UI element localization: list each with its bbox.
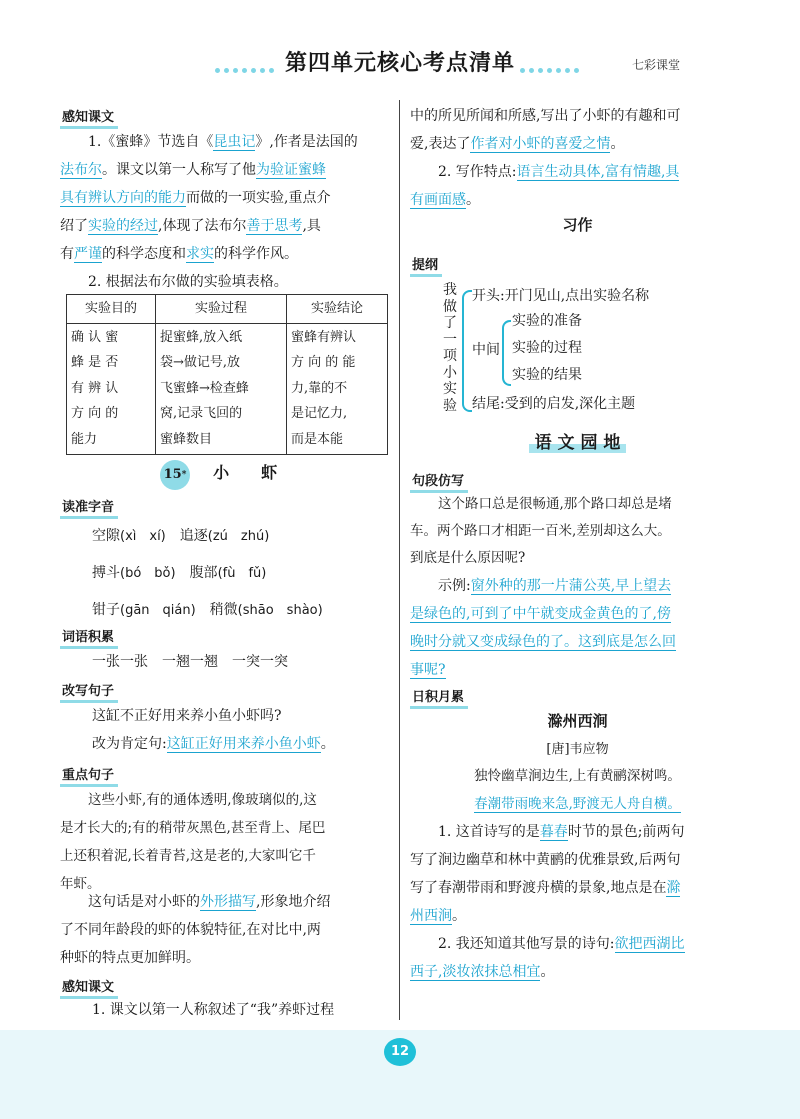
- text-line: [410, 656, 745, 684]
- pron-word: 搏斗: [92, 565, 120, 581]
- text-line: 具有辨认方向的能力而做的一项实验,重点介: [60, 190, 331, 206]
- text-line: 是记忆力,: [291, 406, 348, 422]
- text-line: 上还积着泥,长着青苔,这是老的,大家叫它千: [60, 848, 316, 864]
- text-line: 了不同年龄段的虾的体貌特征,在对比中,两: [60, 922, 321, 938]
- imitate-text: [410, 491, 745, 572]
- pron-word: 腹部: [189, 565, 218, 581]
- text-line: 袋→做记号,放: [160, 355, 241, 371]
- outline-end: 结尾:受到的启发,深化主题: [472, 396, 636, 412]
- example-text: [410, 572, 745, 684]
- answer-text: 滁: [666, 880, 681, 896]
- lesson-title: 小 虾: [213, 463, 278, 482]
- text-line: 有画面感。: [410, 192, 480, 208]
- text-line: 1.《蜜蜂》节选自《昆虫记》,作者是法国的: [88, 134, 358, 150]
- pron-options: (zú zhú): [207, 529, 270, 544]
- table-header: 实验目的: [67, 295, 156, 324]
- answer-text: 晚时分就又变成绿色的了。这到底是怎么回: [410, 634, 676, 650]
- text-line: 是才长大的;有的稍带灰黑色,甚至背上、尾巴: [60, 820, 326, 836]
- writing-title: 习作: [562, 216, 593, 234]
- text-line: 2. 根据法布尔做的实验填表格。: [88, 274, 288, 290]
- answer-text: 是绿色的,可到了中午就变成金黄色的了,傍: [410, 606, 671, 622]
- section-heading: 改写句子: [60, 680, 118, 703]
- poem-line-1: 独怜幽草涧边生,上有黄鹂深树鸣。: [474, 768, 681, 784]
- text-line: 这个路口总是很畅通,那个路口却总是堵: [438, 496, 672, 512]
- section-heading: 词语积累: [60, 626, 118, 649]
- section-heading: 日积月累: [410, 686, 468, 709]
- poem-line-2: 春潮带雨晚来急,野渡无人舟自横。: [474, 796, 681, 812]
- poem-title: 滁州西涧: [547, 712, 608, 730]
- poem-author: [唐]韦应物: [546, 742, 609, 757]
- answer-text: 暮春: [539, 824, 568, 840]
- key-sentence: [60, 786, 395, 898]
- text-line: 法布尔。课文以第一人称写了他为验证蜜蜂: [60, 162, 326, 178]
- text-line: 车。两个路口才相距一百米,差别却这么大。: [410, 523, 671, 539]
- s2-line: 1. 课文以第一人称叙述了“我”养虾过程: [92, 1002, 335, 1018]
- pron-word: 空隙: [92, 528, 120, 544]
- answer-text: 严谨: [74, 246, 102, 262]
- garden-title-wrap: [410, 428, 745, 453]
- text-line: 绍了实验的经过,体现了法布尔善于思考,具: [60, 218, 321, 234]
- text-line: 捉蜜蜂,放入纸: [160, 329, 243, 345]
- table-cell-process: [156, 323, 287, 454]
- answer-text: 为验证蜜蜂: [256, 162, 326, 178]
- section-heading: 重点句子: [60, 764, 118, 787]
- pronunciation-list: [92, 518, 397, 629]
- text-line: 窝,记录飞回的: [160, 406, 243, 422]
- section-heading: 句段仿写: [410, 470, 468, 493]
- answer-text: 法布尔: [60, 162, 102, 178]
- pronunciation-row: [92, 592, 397, 629]
- text-line: 方 向 的: [71, 406, 119, 422]
- text-line: 到底是什么原因呢?: [410, 550, 526, 566]
- outline-sub-brace: [502, 320, 511, 386]
- rewrite-question: 这缸不正好用来养小鱼小虾吗?: [92, 708, 282, 724]
- answer-text: 外形描写: [200, 894, 256, 910]
- pron-options: (gān qián): [120, 603, 196, 618]
- answer-text: 欲把西湖比: [614, 936, 685, 952]
- text-line: [410, 600, 745, 628]
- header-dots-right: [520, 58, 583, 66]
- text-line: [410, 628, 745, 656]
- outline-brace: [462, 290, 472, 412]
- text-line: 蜂 是 否: [71, 355, 119, 371]
- pron-options: (fù fǔ): [217, 566, 267, 581]
- poem-line-2-wrap: [410, 792, 745, 812]
- table-cell-purpose: [67, 323, 156, 454]
- answer-text: 实验的经过: [88, 218, 158, 234]
- section-heading: 提纲: [410, 254, 442, 277]
- outline-root: 我 做 了 一 项 小 实 验: [443, 282, 457, 414]
- pronunciation-row: [92, 555, 397, 592]
- text-line: 示例:窗外种的那一片蒲公英,早上望去: [438, 578, 672, 594]
- pron-options: (shāo shào): [237, 603, 323, 618]
- text-line: 爱,表达了作者对小虾的喜爱之情。: [410, 136, 625, 152]
- text-line: 州西涧。: [410, 908, 466, 924]
- pron-word: 追逐: [179, 528, 208, 544]
- brand-label: 七彩课堂: [632, 58, 681, 72]
- text-line: 方 向 的 能: [291, 355, 356, 371]
- text-line: 蜜蜂有辨认: [291, 329, 357, 345]
- right-top-paragraph: [410, 102, 745, 214]
- header-dots-left: [215, 58, 278, 66]
- section-heading: 感知课文: [60, 976, 118, 999]
- column-divider: [399, 100, 400, 1020]
- text-line: 蜜蜂数目: [160, 431, 213, 447]
- answer-text: 昆虫记: [213, 134, 256, 150]
- text-line: 这些小虾,有的通体透明,像玻璃似的,这: [88, 792, 317, 808]
- answer-text: 有画面感: [410, 192, 466, 208]
- table-header: 实验过程: [156, 295, 287, 324]
- pronunciation-row: [92, 518, 397, 555]
- text-line: 能力: [71, 431, 98, 447]
- outline-middle-label: 中间: [472, 342, 500, 358]
- answer-text: 州西涧: [410, 908, 452, 924]
- pron-options: (bó bǒ): [120, 566, 176, 581]
- answer-text: 作者对小虾的喜爱之情: [470, 136, 611, 152]
- answer-text: 善于思考: [246, 218, 303, 234]
- vocab-line: 一张一张 一翘一翘 一突一突: [92, 654, 288, 670]
- rewrite-answer-line: 改为肯定句:这缸正好用来养小鱼小虾。: [92, 736, 335, 752]
- text-line: 1. 这首诗写的是暮春时节的景色;前两句: [438, 824, 685, 840]
- answer-text: 求实: [186, 246, 214, 262]
- text-line: 中的所见所闻和所感,写出了小虾的有趣和可: [410, 108, 681, 124]
- text-line: 年虾。: [60, 876, 101, 892]
- text-line: 种虾的特点更加鲜明。: [60, 950, 200, 966]
- key-note: [60, 888, 395, 972]
- table-cell-conclusion: [287, 323, 388, 454]
- experiment-table: [66, 294, 388, 455]
- answer-text: 具有辨认方向的能力: [60, 190, 186, 206]
- text-line: 有 辨 认: [71, 380, 119, 396]
- page-title: 第四单元核心考点清单: [284, 51, 515, 76]
- text-line: 有严谨的科学态度和求实的科学作风。: [60, 246, 298, 262]
- answer-text: 语言生动具体,富有情趣,具: [516, 164, 680, 180]
- lesson-number: 15*: [160, 460, 190, 490]
- garden-title: 语 文 园 地: [529, 433, 627, 453]
- s1-paragraph: [60, 128, 395, 296]
- text-line: 而是本能: [291, 431, 344, 447]
- outline-start: 开头:开门见山,点出实验名称: [472, 288, 650, 304]
- pron-word: 稍微: [209, 602, 238, 618]
- outline-middle-items: 实验的准备 实验的过程 实验的结果: [512, 313, 582, 383]
- page-number: 12: [384, 1038, 416, 1066]
- section-heading: 读准字音: [60, 496, 118, 519]
- text-line: 这句话是对小虾的外形描写,形象地介绍: [88, 894, 331, 910]
- text-line: 写了春潮带雨和野渡舟横的景象,地点是在滁: [410, 880, 681, 896]
- answer-text: 西子,淡妆浓抹总相宜: [410, 964, 541, 980]
- rewrite-answer: 这缸正好用来养小鱼小虾: [166, 736, 321, 752]
- text-line: 飞蜜蜂→检查蜂: [160, 380, 249, 396]
- answer-text: 事呢?: [410, 662, 446, 678]
- text-line: 2. 我还知道其他写景的诗句:欲把西湖比: [438, 936, 685, 952]
- section-heading: 感知课文: [60, 106, 118, 129]
- text-line: 2. 写作特点:语言生动具体,富有情趣,具: [438, 164, 680, 180]
- text-line: 写了涧边幽草和林中黄鹂的优雅景致,后两句: [410, 852, 681, 868]
- text-line: 确 认 蜜: [71, 329, 119, 345]
- pron-word: 钳子: [92, 602, 120, 618]
- text-line: 力,靠的不: [291, 380, 348, 396]
- lesson-heading: [160, 460, 277, 490]
- pron-options: (xì xí): [120, 529, 166, 544]
- text-line: 西子,淡妆浓抹总相宜。: [410, 964, 555, 980]
- table-header: 实验结论: [287, 295, 388, 324]
- poem-questions: [410, 818, 745, 986]
- answer-text: 窗外种的那一片蒲公英,早上望去: [470, 578, 672, 594]
